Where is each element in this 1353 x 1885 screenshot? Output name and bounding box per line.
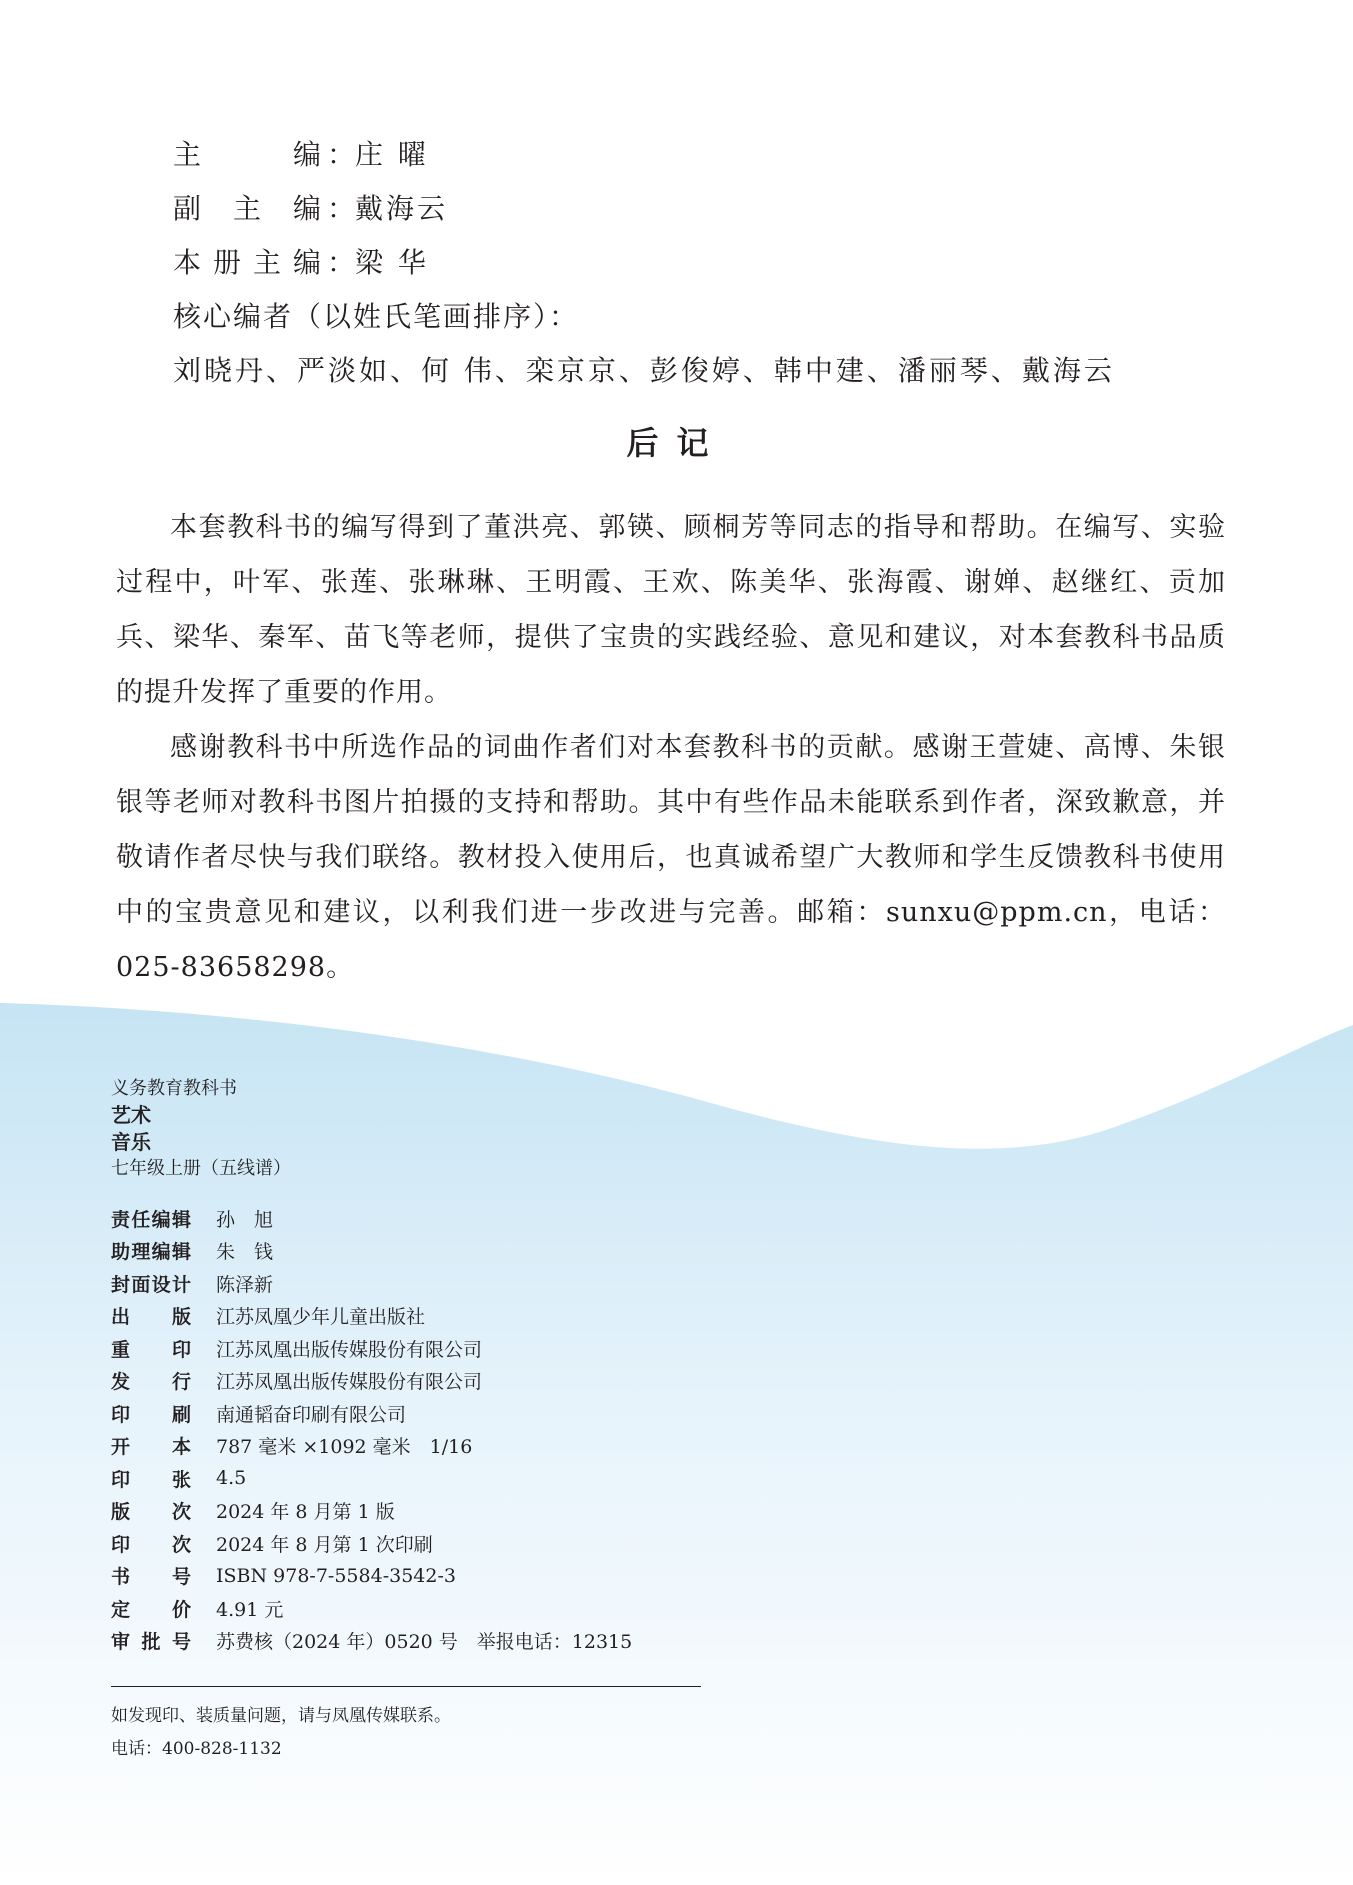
colophon-label: 版次 <box>111 1501 191 1524</box>
colophon-value: 苏费核（2024 年）0520 号 举报电话：12315 <box>216 1631 633 1654</box>
volume-editor-name: 梁 华 <box>355 246 429 279</box>
deputy-editor-row: 副主编 ：戴海云 <box>173 182 1115 236</box>
colophon-divider <box>111 1686 701 1687</box>
colophon-row <box>111 1332 632 1365</box>
core-editors-names: 刘晓丹、严淡如、何 伟、栾京京、彭俊婷、韩中建、潘丽琴、戴海云 <box>173 354 1115 387</box>
colophon-value: ISBN 978-7-5584-3542-3 <box>216 1564 456 1587</box>
colophon-label: 发行 <box>111 1371 191 1394</box>
colophon-label: 印次 <box>111 1533 191 1556</box>
colophon-row <box>111 1365 632 1398</box>
deputy-editor-name: 戴海云 <box>355 192 449 225</box>
colophon-row <box>111 1430 632 1463</box>
colophon-row <box>111 1560 632 1593</box>
colophon-label: 印张 <box>111 1468 191 1491</box>
colophon-label: 审批号 <box>111 1631 191 1654</box>
colophon-value: 南通韬奋印刷有限公司 <box>216 1403 407 1426</box>
colophon-row <box>111 1495 632 1528</box>
colophon-label: 开本 <box>111 1436 191 1459</box>
colophon-value: 4.5 <box>216 1467 247 1490</box>
colophon-label: 助理编辑 <box>111 1241 191 1264</box>
afterword-paragraph-2: 感谢教科书中所选作品的词曲作者们对本套教科书的贡献。感谢王萱婕、高博、朱银银等老师对教科书图片拍摄的支持和帮助。其中有些作品未能联系到作者，深致歉意，并敬请作者尽快与我们联络。教材投入使用后，也真诚希望广大教师和学生反馈教科书使用中的宝贵意见和建议，以利我们进一步改进与完善。邮箱：sunxu@ppm.cn，电话：025-83658298。 <box>116 732 1226 983</box>
colophon-value: 江苏凤凰出版传媒股份有限公司 <box>216 1338 483 1361</box>
colophon-value: 2024 年 8 月第 1 次印刷 <box>216 1533 433 1556</box>
colophon-value: 朱 钱 <box>216 1241 274 1264</box>
chief-editor-row: 主 编 ：庄 曜 <box>173 128 1115 182</box>
colophon-value: 787 毫米 ×1092 毫米 1/16 <box>216 1436 473 1459</box>
colophon-value: 江苏凤凰少年儿童出版社 <box>216 1306 426 1329</box>
colophon-value: 2024 年 8 月第 1 版 <box>216 1501 395 1524</box>
colophon-row <box>111 1300 632 1333</box>
colophon-row <box>111 1267 632 1300</box>
chief-editor-label: 主 编 <box>173 138 323 171</box>
afterword-title: 后记 <box>626 424 727 462</box>
notice-phone: 电话：400-828-1132 <box>111 1739 282 1759</box>
deputy-editor-label: 副主编 <box>173 192 323 225</box>
colophon-row <box>111 1397 632 1430</box>
colophon-label: 印刷 <box>111 1403 191 1426</box>
colophon-row <box>111 1527 632 1560</box>
colophon-label: 书号 <box>111 1566 191 1589</box>
series-name: 义务教育教科书 <box>111 1078 237 1099</box>
colophon-label: 出版 <box>111 1306 191 1329</box>
colophon-value: 江苏凤凰出版传媒股份有限公司 <box>216 1371 483 1394</box>
afterword-body <box>116 500 1226 995</box>
colophon-value: 孙 旭 <box>216 1208 274 1231</box>
colophon-row <box>111 1235 632 1268</box>
colophon-row <box>111 1592 632 1625</box>
editors-section <box>173 128 1115 398</box>
colophon-label: 定价 <box>111 1598 191 1621</box>
afterword-paragraph-1: 本套教科书的编写得到了董洪亮、郭锳、顾桐芳等同志的指导和帮助。在编写、实验过程中，叶军、张莲、张琳琳、王明霞、王欢、陈美华、张海霞、谢婵、赵继红、贡加兵、梁华、秦军、苗飞等老师，提供了宝贵的实践经验、意见和建议，对本套教科书品质的提升发挥了重要的作用。 <box>116 512 1226 708</box>
subject-line-2: 音乐 <box>111 1130 151 1154</box>
colophon-value: 陈泽新 <box>216 1273 274 1296</box>
notice-text: 如发现印、装质量问题，请与凤凰传媒联系。 <box>111 1706 451 1726</box>
colophon <box>111 1076 632 1657</box>
core-editors-label: 核心编者（以姓氏笔画排序）： <box>173 300 580 333</box>
colophon-row <box>111 1625 632 1658</box>
chief-editor-name: 庄 曜 <box>355 138 429 171</box>
colophon-label: 重印 <box>111 1338 191 1361</box>
quality-notice <box>111 1700 451 1766</box>
colophon-table <box>111 1202 632 1657</box>
colophon-label: 责任编辑 <box>111 1208 191 1231</box>
colophon-row <box>111 1462 632 1495</box>
colophon-row <box>111 1202 632 1235</box>
volume-editor-label: 本册主编 <box>173 246 323 279</box>
colophon-value: 4.91 元 <box>216 1598 284 1621</box>
colophon-label: 封面设计 <box>111 1273 191 1296</box>
volume-editor-row: 本册主编 ：梁 华 <box>173 236 1115 290</box>
subject-line-1: 艺术 <box>111 1103 151 1127</box>
grade-volume: 七年级上册（五线谱） <box>111 1158 291 1179</box>
